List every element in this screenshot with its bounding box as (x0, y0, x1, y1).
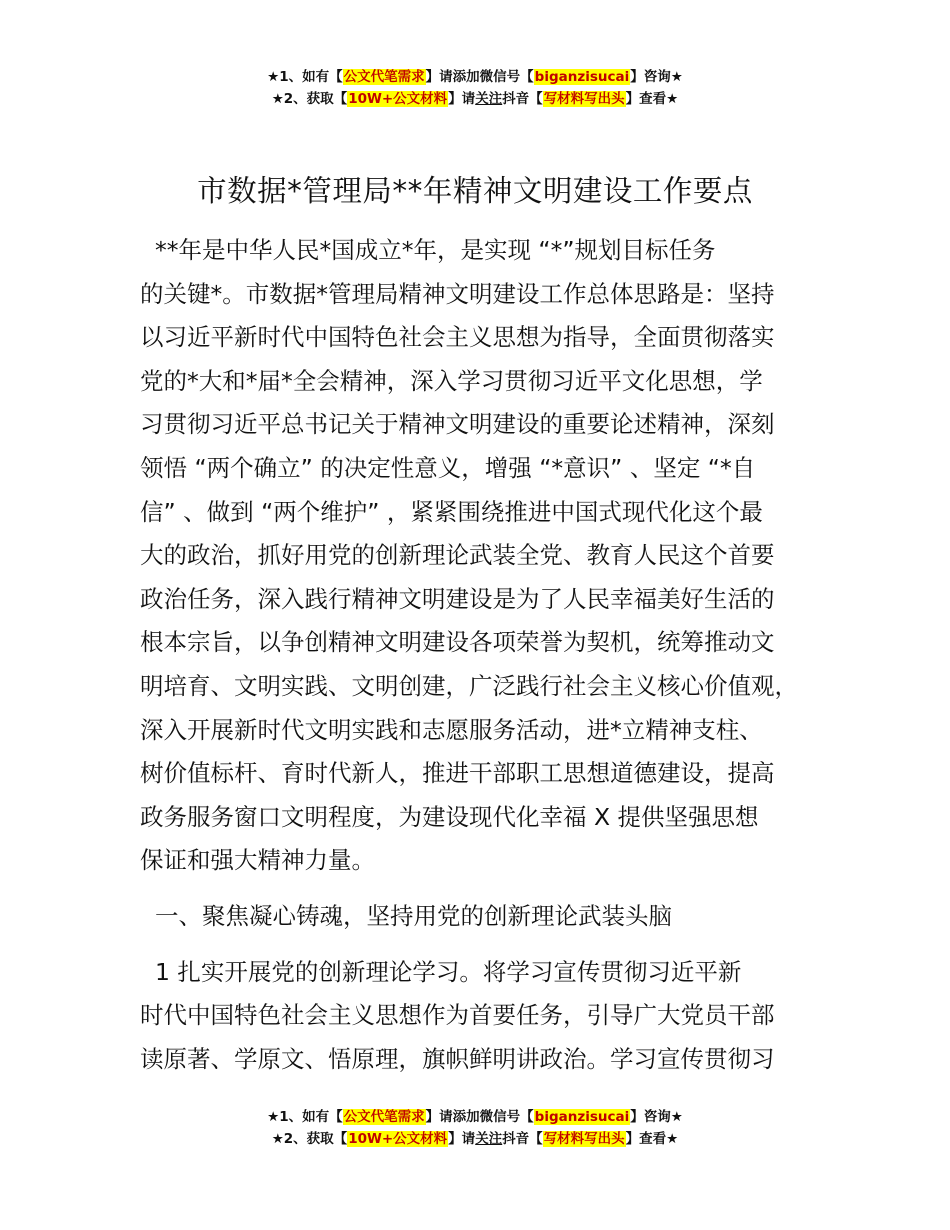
promo-text: 】查看★ (625, 1131, 679, 1147)
promo-text: ★1、如有【 (267, 1109, 343, 1125)
promo-text: 】请 (448, 1131, 476, 1147)
promo-text: 抖音【 (502, 1131, 543, 1147)
intro-line: 明培育、文明实践、文明创建，广泛践行社会主义核心价值观， (140, 671, 798, 700)
intro-line: 政治任务，深入践行精神文明建设是为了人民幸福美好生活的 (140, 584, 775, 613)
promo-text: ★2、获取【 (271, 1131, 348, 1147)
intro-line: 大的政治，抓好用党的创新理论武装全党、教育人民这个首要 (140, 541, 775, 570)
item-line: 时代中国特色社会主义思想作为首要任务，引导广大党员干部 (140, 1001, 775, 1030)
header-promo-line-1 (0, 66, 950, 88)
header-promo (0, 66, 950, 110)
promo-text: 】咨询★ (630, 1109, 683, 1125)
item-line: 1 扎实开展党的创新理论学习。将学习宣传贯彻习近平新 (140, 957, 742, 986)
footer-promo-line-1 (0, 1106, 950, 1128)
promo-highlight: 写材料写出头 (543, 91, 625, 107)
promo-underlined: 关注 (475, 91, 503, 107)
intro-line: 领悟 “两个确立” 的决定性意义，增强 “*意识” 、坚定 “*自 (140, 453, 756, 482)
intro-line: 信” 、做到 “两个维护” ，紧紧围绕推进中国式现代化这个最 (140, 497, 763, 526)
intro-line: 深入开展新时代文明实践和志愿服务活动，进*立精神支柱、 (140, 715, 763, 744)
intro-line: **年是中华人民*国成立*年，是实现 “*”规划目标任务 (140, 236, 716, 264)
promo-text: 】请 (448, 91, 476, 107)
page-title: 市数据*管理局**年精神文明建设工作要点 (197, 174, 753, 208)
intro-line: 习贯彻习近平总书记关于精神文明建设的重要论述精神，深刻 (140, 410, 775, 439)
intro-line: 根本宗旨，以争创精神文明建设各项荣誉为契机，统筹推动文 (140, 628, 775, 657)
promo-text: 抖音【 (502, 91, 543, 107)
intro-line: 政务服务窗口文明程度，为建设现代化幸福 X 提供坚强思想 (140, 802, 759, 831)
promo-text: 】咨询★ (630, 69, 683, 85)
promo-highlight: 10W+公文材料 (348, 91, 448, 107)
promo-underlined: 关注 (475, 1131, 503, 1147)
promo-wechat-id: biganzisucai (534, 1109, 630, 1125)
promo-highlight: 公文代笔需求 (343, 1109, 425, 1125)
item-line: 读原著、学原文、悟原理，旗帜鲜明讲政治。学习宣传贯彻习 (140, 1044, 775, 1073)
section-heading: 一、聚焦凝心铸魂，坚持用党的创新理论武装头脑 (140, 901, 672, 930)
intro-line: 以习近平新时代中国特色社会主义思想为指导，全面贯彻落实 (140, 323, 775, 352)
promo-text: 】请添加微信号【 (425, 1109, 534, 1125)
footer-promo-line-2 (0, 1128, 950, 1150)
intro-line: 树价值标杆、育时代新人，推进干部职工思想道德建设，提高 (140, 759, 775, 788)
promo-highlight: 写材料写出头 (543, 1131, 625, 1147)
intro-line: 保证和强大精神力量。 (140, 846, 375, 875)
document-body (140, 229, 830, 1081)
promo-text: 】查看★ (625, 91, 679, 107)
footer-promo (0, 1106, 950, 1150)
promo-text: 】请添加微信号【 (425, 69, 534, 85)
promo-highlight: 公文代笔需求 (343, 69, 425, 85)
promo-text: ★2、获取【 (271, 91, 348, 107)
promo-wechat-id: biganzisucai (534, 69, 630, 85)
intro-line: 党的*大和*届*全会精神，深入学习贯彻习近平文化思想，学 (140, 366, 763, 395)
header-promo-line-2 (0, 88, 950, 110)
promo-highlight: 10W+公文材料 (348, 1131, 448, 1147)
promo-text: ★1、如有【 (267, 69, 343, 85)
intro-line: 的关键*。市数据*管理局精神文明建设工作总体思路是：坚持 (140, 279, 775, 308)
